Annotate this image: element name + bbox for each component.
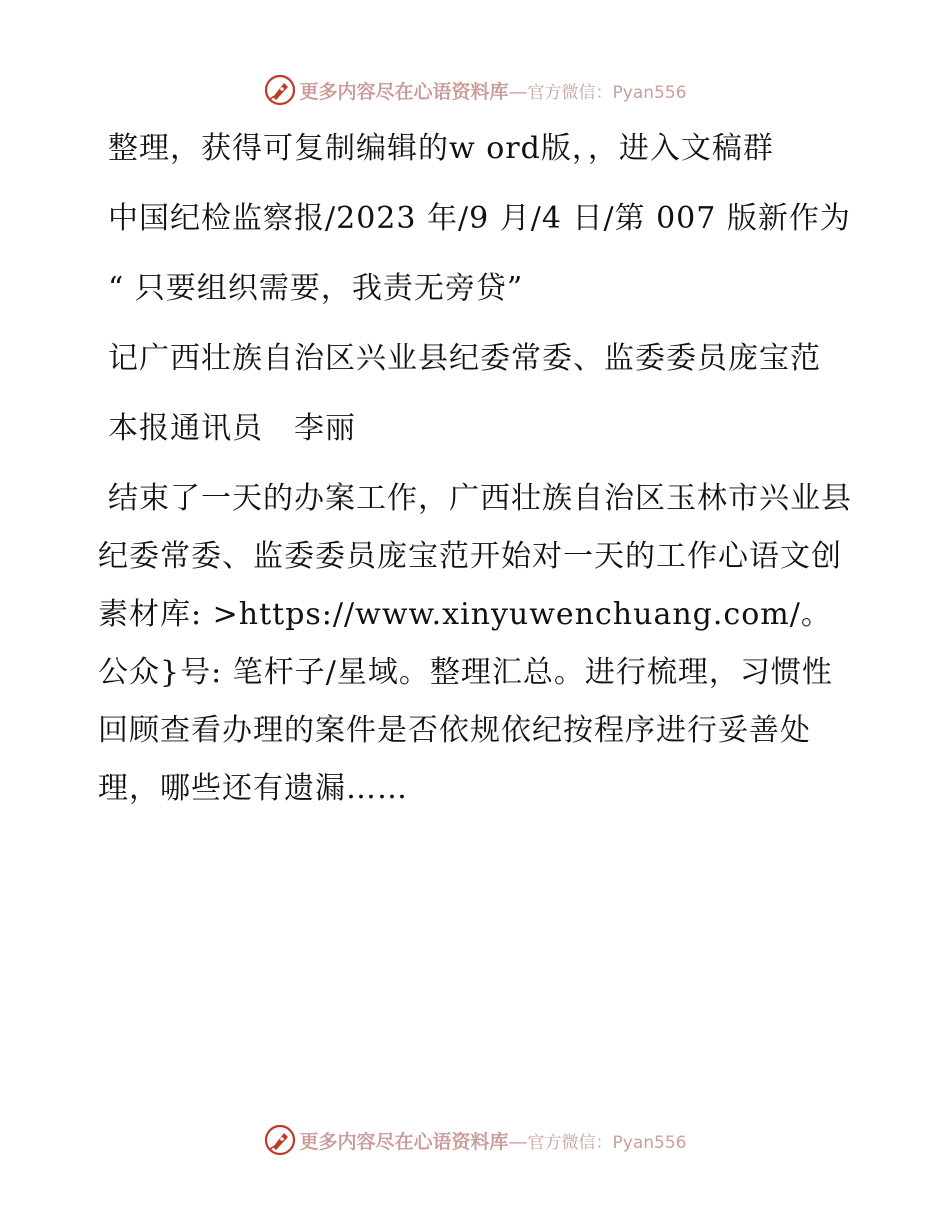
- paragraph-2: 中国纪检监察报/2023 年/9 月/4 日/第 007 版新作为: [108, 201, 851, 236]
- header-banner-title: 更多内容尽在心语资料库: [299, 80, 509, 103]
- paragraph-1: 整理，获得可复制编辑的w ord版，，进入文稿群: [108, 131, 774, 166]
- paragraph-3: “ 只要组织需要，我责无旁贷”: [108, 271, 524, 306]
- pen-nib-logo-icon: [264, 74, 296, 106]
- paragraph-5: 本报通讯员 李丽: [108, 411, 356, 446]
- header-banner-dash: —: [508, 80, 528, 103]
- header-banner-inner: [264, 74, 687, 106]
- header-banner-text: [300, 77, 687, 104]
- footer-banner-wechat: 官方微信：Pyan556: [527, 1132, 687, 1153]
- document-body: [98, 120, 858, 818]
- footer-banner-dash: —: [508, 1130, 528, 1153]
- header-banner: [0, 70, 950, 110]
- footer-banner-text: [300, 1127, 687, 1154]
- header-banner-wechat: 官方微信：Pyan556: [527, 82, 687, 103]
- paragraph-4: 记广西壮族自治区兴业县纪委常委、监委委员庞宝范: [108, 341, 821, 376]
- pen-nib-logo-icon: [264, 1124, 296, 1156]
- paragraph-6: 结束了一天的办案工作，广西壮族自治区玉林市兴业县纪委常委、监委委员庞宝范开始对一天的工作心语文创素材库: >https://www.xinyuwenchuang.com/。公众}号: 笔杆子/星域。整理汇总。进行梳理，习惯性回顾查看办理的案件是否依规依纪按程序进行妥善处理，哪些还有遗漏……: [98, 481, 852, 806]
- footer-banner-inner: [264, 1124, 687, 1156]
- footer-banner: [0, 1120, 950, 1160]
- footer-banner-title: 更多内容尽在心语资料库: [299, 1130, 509, 1153]
